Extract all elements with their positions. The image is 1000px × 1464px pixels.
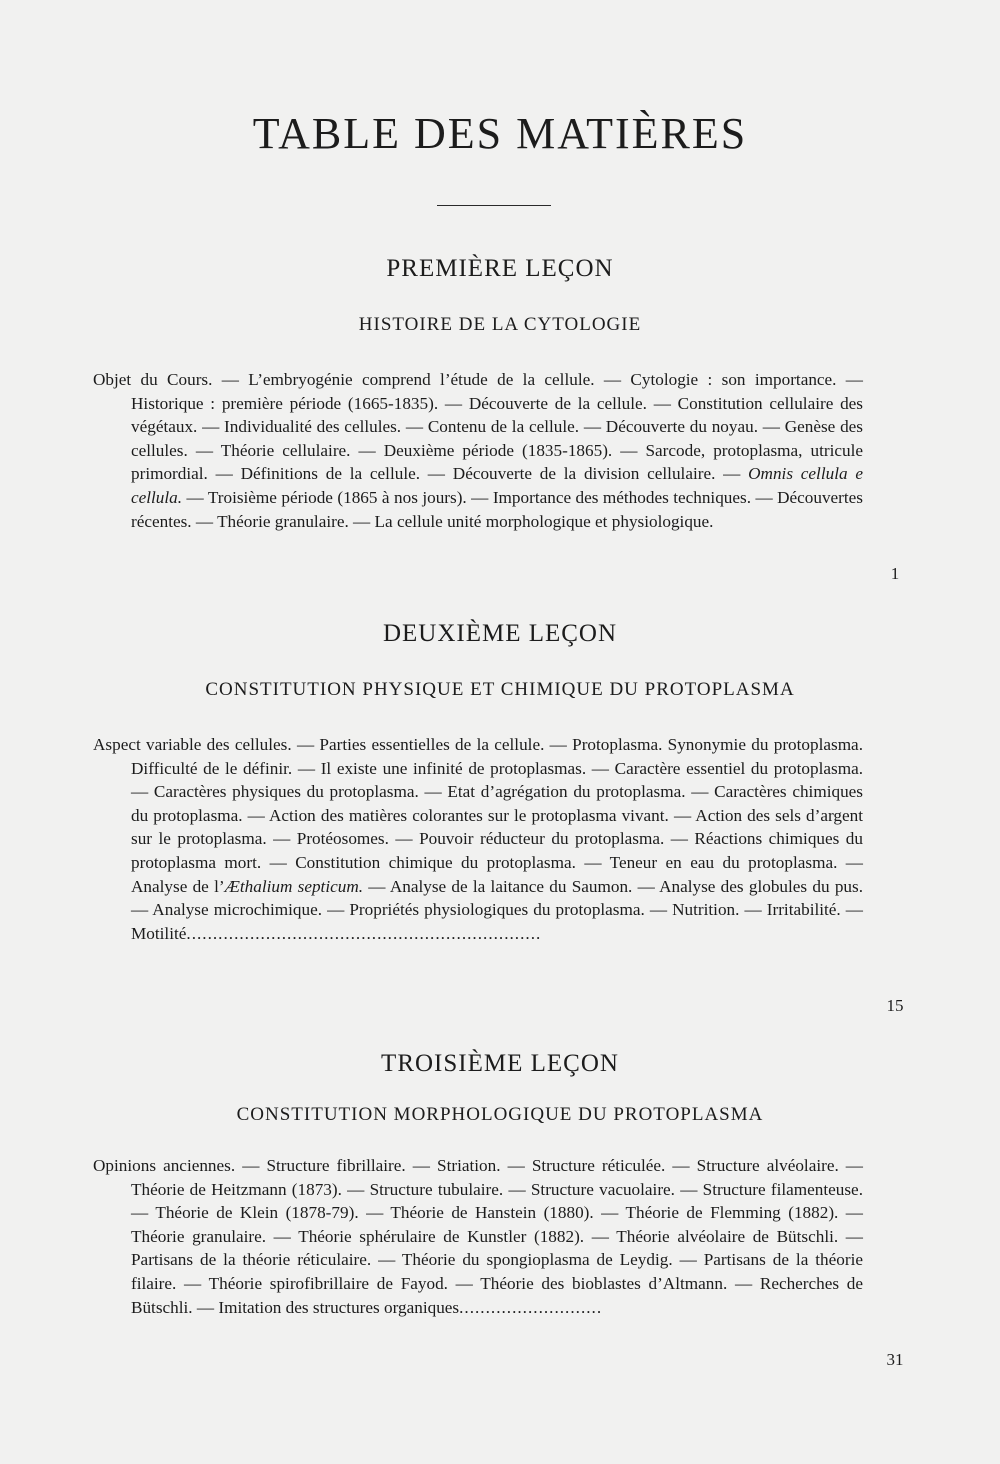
lesson-1-text-italic: Omnis cellula e cellula. (131, 464, 863, 507)
lesson-2-heading: DEUXIÈME LEÇON (382, 620, 618, 647)
lesson-3-text-a: Opinions anciennes. — Structure fibrillaire. — Striation. — Structure réticulée. — Structure alvéolaire. — Théorie de Heitzmann (1873). — Structure tubulaire. — Structure vacuolaire. — Structure filamenteuse. — Théorie de Klein (1878-79). — Théorie de Hanstein (1880). — Théorie de Flemming (1882). — Théorie granulaire. — Théorie sphérulaire de Kunstler (1882). — Théorie alvéolaire de Bütschli. — Partisans de la théorie réticulaire. — Théorie du spongioplasma de Leydig. — Partisans de la théorie filaire. — Théorie spirofibrillaire de Fayod. — Théorie des bioblastes d’Altmann. — Recherches de Bütschli. — Imitation des structures organiques (93, 1156, 863, 1317)
lesson-1-summary (93, 368, 863, 533)
lesson-3-page-number: 31 (886, 1350, 904, 1369)
page-title: TABLE DES MATIÈRES (252, 109, 748, 158)
lesson-3-leader-dots: ........................... (459, 1297, 603, 1317)
lesson-1-page-number: 1 (890, 564, 900, 583)
title-rule (437, 205, 551, 206)
lesson-3-subject: CONSTITUTION MORPHOLOGIQUE DU PROTOPLASMA (236, 1104, 764, 1125)
lesson-3-heading: TROISIÈME LEÇON (381, 1050, 619, 1077)
lesson-1-text-b: — Troisième période (1865 à nos jours). — Importance des méthodes techniques. — Découvertes récentes. — Théorie granulaire. — La cellule unité morphologique et physiologique. (131, 487, 863, 531)
lesson-2-page-number: 15 (886, 996, 904, 1015)
lesson-3-summary (93, 1154, 863, 1319)
lesson-1-heading: PREMIÈRE LEÇON (386, 255, 614, 282)
lesson-2-subject: CONSTITUTION PHYSIQUE ET CHIMIQUE DU PROTOPLASMA (205, 679, 795, 700)
lesson-2-leader-dots: ................................................................... (186, 923, 542, 943)
lesson-2-text-b: — Analyse de la laitance du Saumon. — Analyse des globules du pus. — Analyse microchimique. — Propriétés physiologiques du protoplasma. — Nutrition. — Irritabilité. — Motilité (131, 876, 863, 943)
lesson-2-text-italic: Æthalium septicum. (224, 876, 364, 896)
lesson-1-text-a: Objet du Cours. — L’embryogénie comprend l’étude de la cellule. — Cytologie : son importance. — Historique : première période (1665-1835). — Découverte de la cellule. — Constitution cellulaire des végétaux. — Individualité des cellules. — Contenu de la cellule. — Découverte du noyau. — Genèse des cellules. — Théorie cellulaire. — Deuxième période (1835-1865). — Sarcode, protoplasma, utricule primordial. — Définitions de la cellule. — Découverte de la division cellulaire. — (93, 370, 863, 484)
lesson-1-subject: HISTOIRE DE LA CYTOLOGIE (358, 314, 642, 335)
lesson-2-summary (93, 733, 863, 945)
lesson-2-text-a: Aspect variable des cellules. — Parties essentielles de la cellule. — Protoplasma. Synonymie du protoplasma. Difficulté de le définir. — Il existe une infinité de protoplasmas. — Caractère essentiel du protoplasma. — Caractères physiques du protoplasma. — Etat d’agrégation du protoplasma. — Caractères chimiques du protoplasma. — Action des matières colorantes sur le protoplasma vivant. — Action des sels d’argent sur le protoplasma. — Protéosomes. — Pouvoir réducteur du protoplasma. — Réactions chimiques du protoplasma mort. — Constitution chimique du protoplasma. — Teneur en eau du protoplasma. — Analyse de l’ (93, 735, 863, 896)
